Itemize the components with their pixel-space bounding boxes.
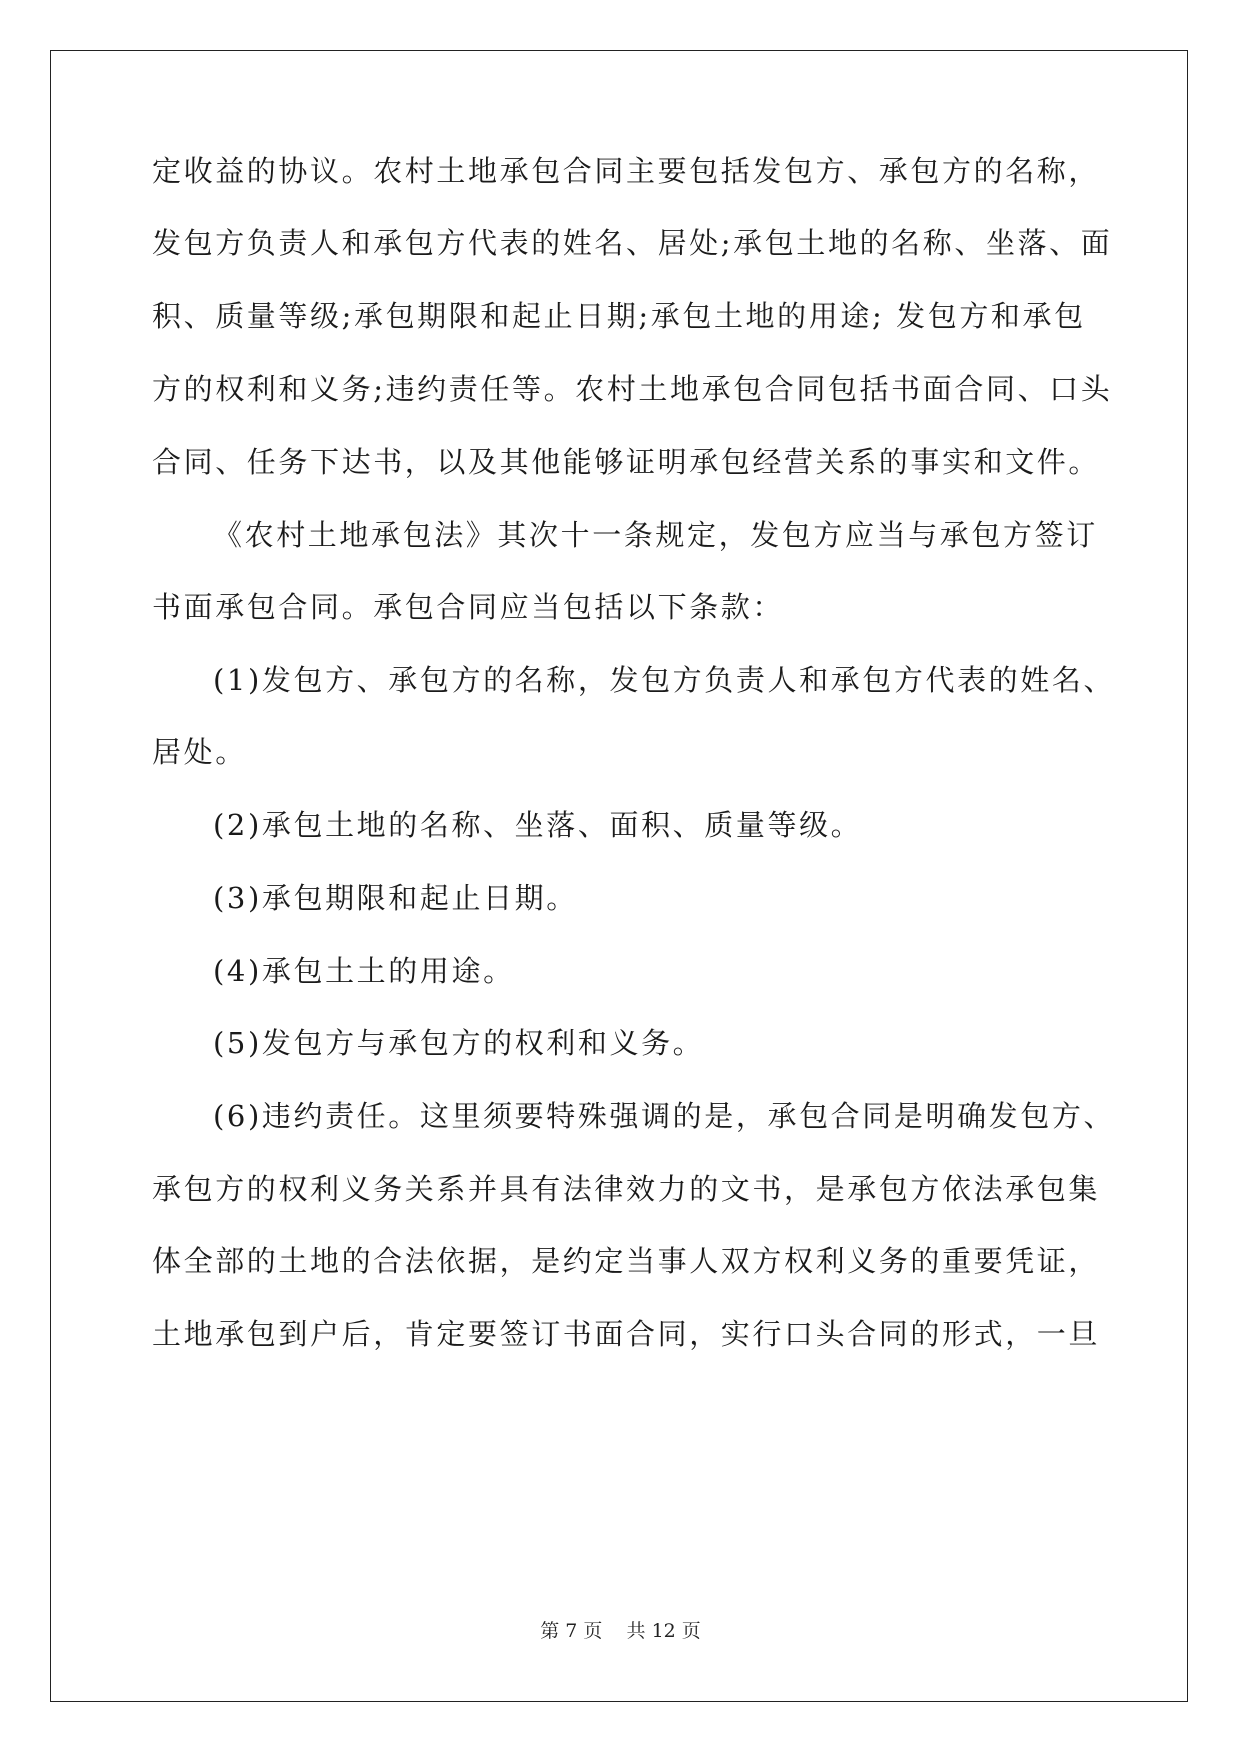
paragraph-line: 《农村土地承包法》其次十一条规定，发包方应当与承包方签订	[213, 518, 1098, 552]
paragraph-line: 书面承包合同。承包合同应当包括以下条款：	[152, 590, 785, 624]
paragraph-line: 居处。	[152, 735, 247, 769]
paragraph-line: 方的权利和义务;违约责任等。农村土地承包合同包括书面合同、口头	[152, 372, 1113, 406]
paragraph-line: 积、质量等级;承包期限和起止日期;承包土地的用途; 发包方和承包	[152, 299, 1086, 333]
list-item: (5)发包方与承包方的权利和义务。	[213, 1026, 705, 1060]
page-number-footer: 第 7 页 共 12 页	[540, 1620, 701, 1642]
list-item: (1)发包方、承包方的名称，发包方负责人和承包方代表的姓名、	[213, 663, 1116, 697]
paragraph-line: 承包方的权利义务关系并具有法律效力的文书，是承包方依法承包集	[152, 1172, 1101, 1206]
paragraph-line: 定收益的协议。农村土地承包合同主要包括发包方、承包方的名称，	[152, 154, 1101, 188]
list-item: (2)承包土地的名称、坐落、面积、质量等级。	[213, 808, 863, 842]
list-item: (6)违约责任。这里须要特殊强调的是，承包合同是明确发包方、	[213, 1099, 1116, 1133]
paragraph-line: 发包方负责人和承包方代表的姓名、居处;承包土地的名称、坐落、面	[152, 226, 1113, 260]
paragraph-line: 合同、任务下达书，以及其他能够证明承包经营关系的事实和文件。	[152, 445, 1101, 479]
list-item: (4)承包土土的用途。	[213, 954, 515, 988]
paragraph-line: 体全部的土地的合法依据，是约定当事人双方权利义务的重要凭证，	[152, 1244, 1101, 1278]
list-item: (3)承包期限和起止日期。	[213, 881, 578, 915]
paragraph-line: 土地承包到户后，肯定要签订书面合同，实行口头合同的形式，一旦	[152, 1317, 1101, 1351]
